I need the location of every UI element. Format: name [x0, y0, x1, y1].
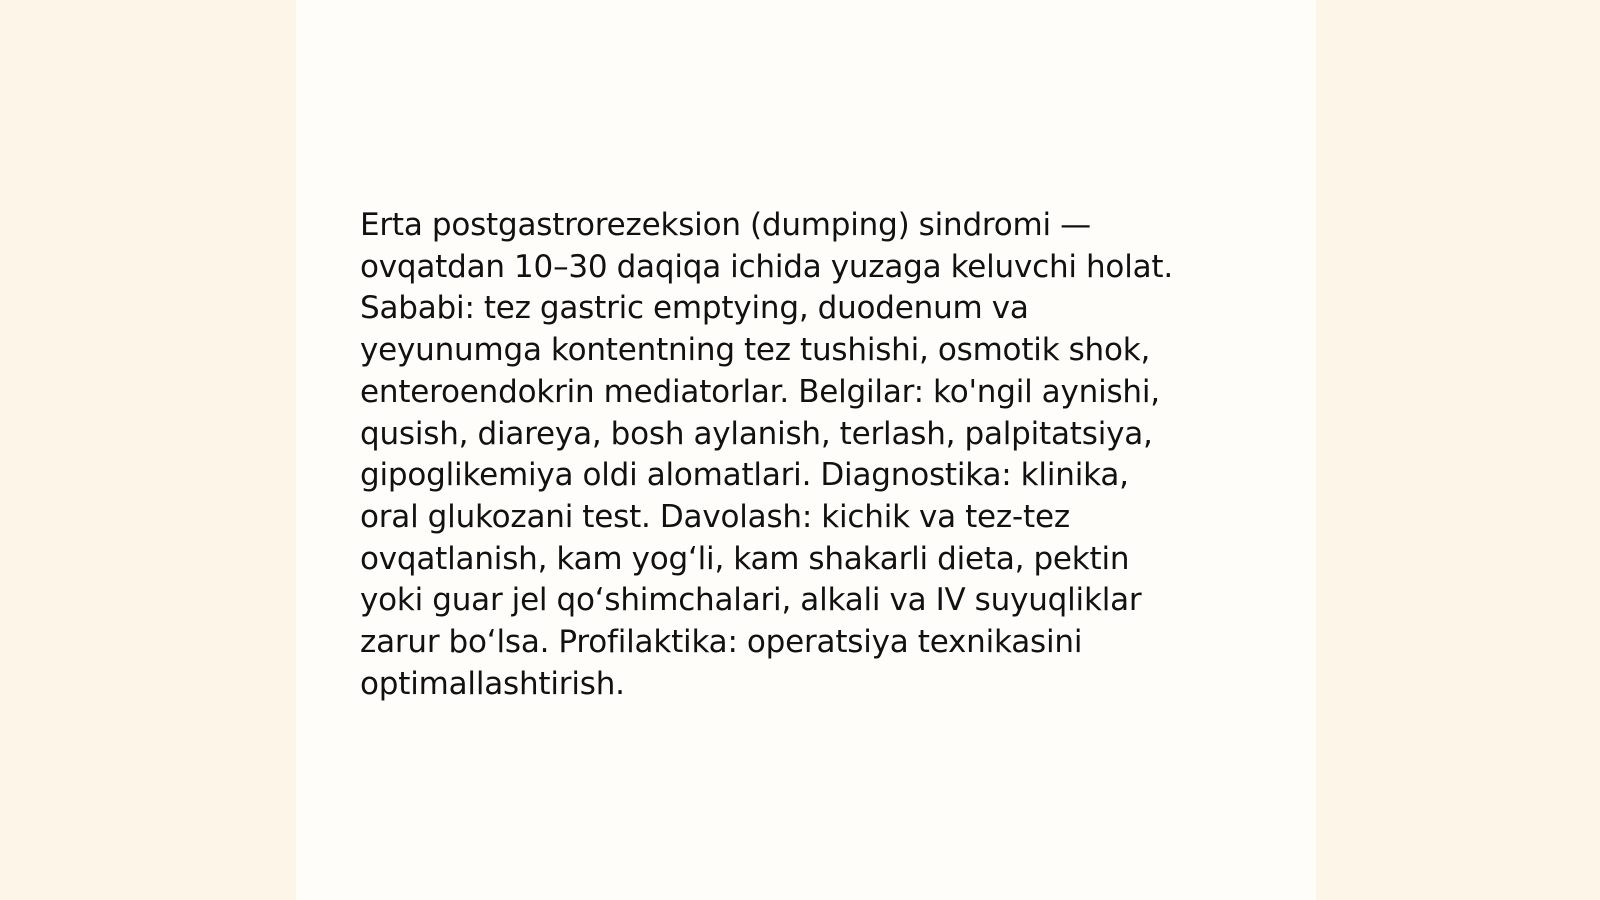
text-line: ovqatlanish, kam yog‘li, kam shakarli dieta, pektin: [360, 540, 1130, 577]
text-line: yoki guar jel qo‘shimchalari, alkali va IV suyuqliklar: [360, 582, 1142, 619]
text-line: optimallashtirish.: [360, 665, 625, 702]
body-paragraph: [360, 205, 1260, 705]
text-line: Erta postgastrorezeksion (dumping) sindromi —: [360, 207, 1091, 243]
document-page: [296, 0, 1316, 900]
text-line: Sababi: tez gastric emptying, duodenum va: [360, 290, 1029, 327]
text-line: gipoglikemiya oldi alomatlari. Diagnostika: klinika,: [360, 457, 1129, 494]
text-line: yeyunumga kontentning tez tushishi, osmotik shok,: [360, 332, 1151, 369]
text-line: enteroendokrin mediatorlar. Belgilar: ko'ngil aynishi,: [360, 373, 1160, 410]
text-line: oral glukozani test. Davolash: kichik va tez-tez: [360, 498, 1070, 535]
text-line: ovqatdan 10–30 daqiqa ichida yuzaga keluvchi holat.: [360, 248, 1174, 285]
text-line: qusish, diareya, bosh aylanish, terlash, palpitatsiya,: [360, 415, 1153, 452]
text-line: zarur bo‘lsa. Profilaktika: operatsiya texnikasini: [360, 624, 1083, 661]
